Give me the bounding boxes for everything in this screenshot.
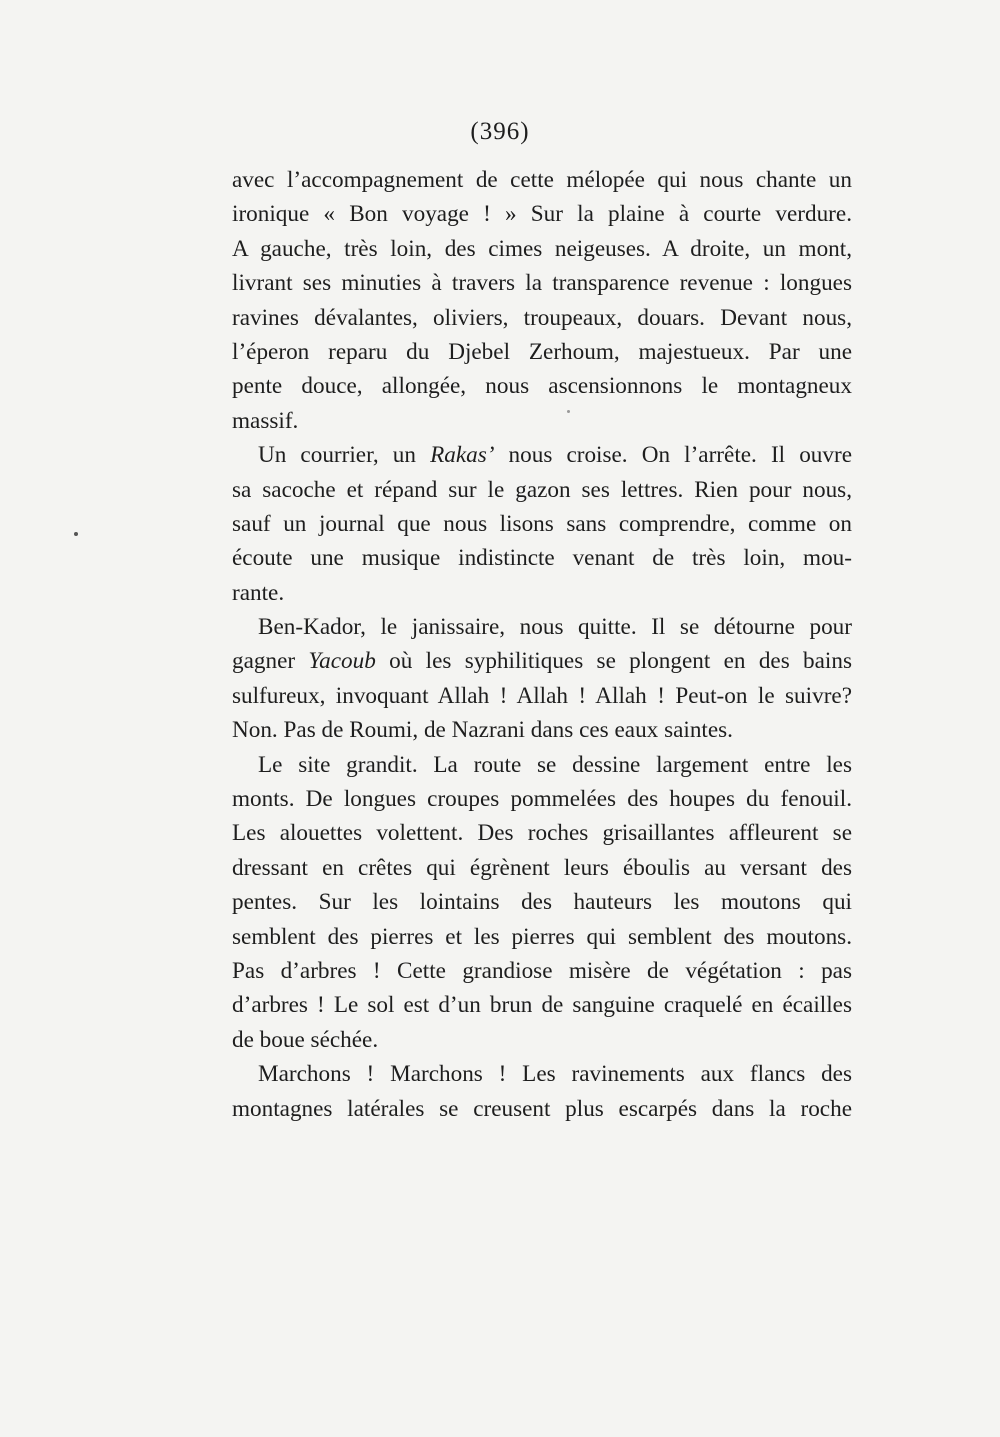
text-line: ravines dévalantes, oliviers, troupeaux, douars. Devant nous, — [232, 304, 852, 331]
text-line: sulfureux, invoquant Allah ! Allah ! Allah ! Peut-on le suivre? — [232, 682, 852, 709]
text-line: pente douce, allongée, nous ascensionnons le montagneux — [232, 373, 852, 400]
text-line: monts. De longues croupes pommelées des houpes du fenouil. — [232, 786, 852, 813]
text-run: nous croise. On l’arrête. Il ouvre — [494, 442, 852, 469]
text-line: Les alouettes volettent. Des roches grisaillantes affleurent se — [232, 820, 852, 847]
text-run: où les syphilitiques se plongent en des bains — [375, 648, 852, 675]
text-line: ironique « Bon voyage ! » Sur la plaine à courte verdure. — [232, 201, 852, 228]
paragraph-2 — [232, 438, 852, 610]
text-line: Non. Pas de Roumi, de Nazrani dans ces eaux saintes. — [232, 717, 733, 744]
text-line: massif. — [232, 407, 299, 434]
text-line: sauf un journal que nous lisons sans comprendre, comme on — [232, 510, 852, 537]
text-line: livrant ses minuties à travers la transparence revenue : longues — [232, 270, 852, 297]
text-line: semblent des pierres et les pierres qui semblent des moutons. — [232, 923, 852, 950]
text-line: d’arbres ! Le sol est d’un brun de sanguine craquelé en écailles — [232, 992, 852, 1019]
paragraph-5 — [232, 1057, 852, 1126]
paragraph-3 — [232, 610, 852, 748]
italic-word: Rakas’ — [430, 442, 495, 469]
paragraph-4 — [232, 748, 852, 1058]
text-run: gagner — [232, 648, 309, 675]
text-line: écoute une musique indistincte venant de très loin, mou- — [232, 545, 852, 572]
text-line: de boue séchée. — [232, 1026, 379, 1053]
page-number: (396) — [470, 118, 530, 145]
text-line: pentes. Sur les lointains des hauteurs les moutons qui — [232, 889, 852, 916]
text-line: sa sacoche et répand sur le gazon ses lettres. Rien pour nous, — [232, 476, 852, 503]
italic-word: Yacoub — [308, 648, 376, 675]
paper-speck — [567, 410, 570, 413]
paragraph-1 — [232, 163, 852, 438]
text-line — [232, 438, 852, 472]
text-line: Marchons ! Marchons ! Les ravinements aux flancs des — [258, 1061, 852, 1088]
paper-speck — [74, 532, 78, 536]
text-line: Ben-Kador, le janissaire, nous quitte. Il se détourne pour — [258, 614, 852, 641]
text-line: avec l’accompagnement de cette mélopée qui nous chante un — [232, 167, 852, 193]
text-line: Le site grandit. La route se dessine largement entre les — [258, 751, 852, 778]
text-line: dressant en crêtes qui égrènent leurs éboulis au versant des — [232, 854, 852, 881]
text-line: l’éperon reparu du Djebel Zerhoum, majestueux. Par une — [232, 338, 852, 365]
text-line: montagnes latérales se creusent plus escarpés dans la roche — [232, 1095, 852, 1122]
text-line: rante. — [232, 579, 285, 606]
text-line: Pas d’arbres ! Cette grandiose misère de végétation : pas — [232, 957, 852, 984]
body-text — [232, 163, 852, 1126]
text-line — [232, 644, 852, 678]
text-run: Un courrier, un — [258, 442, 431, 469]
text-line: A gauche, très loin, des cimes neigeuses. A droite, un mont, — [232, 235, 852, 262]
